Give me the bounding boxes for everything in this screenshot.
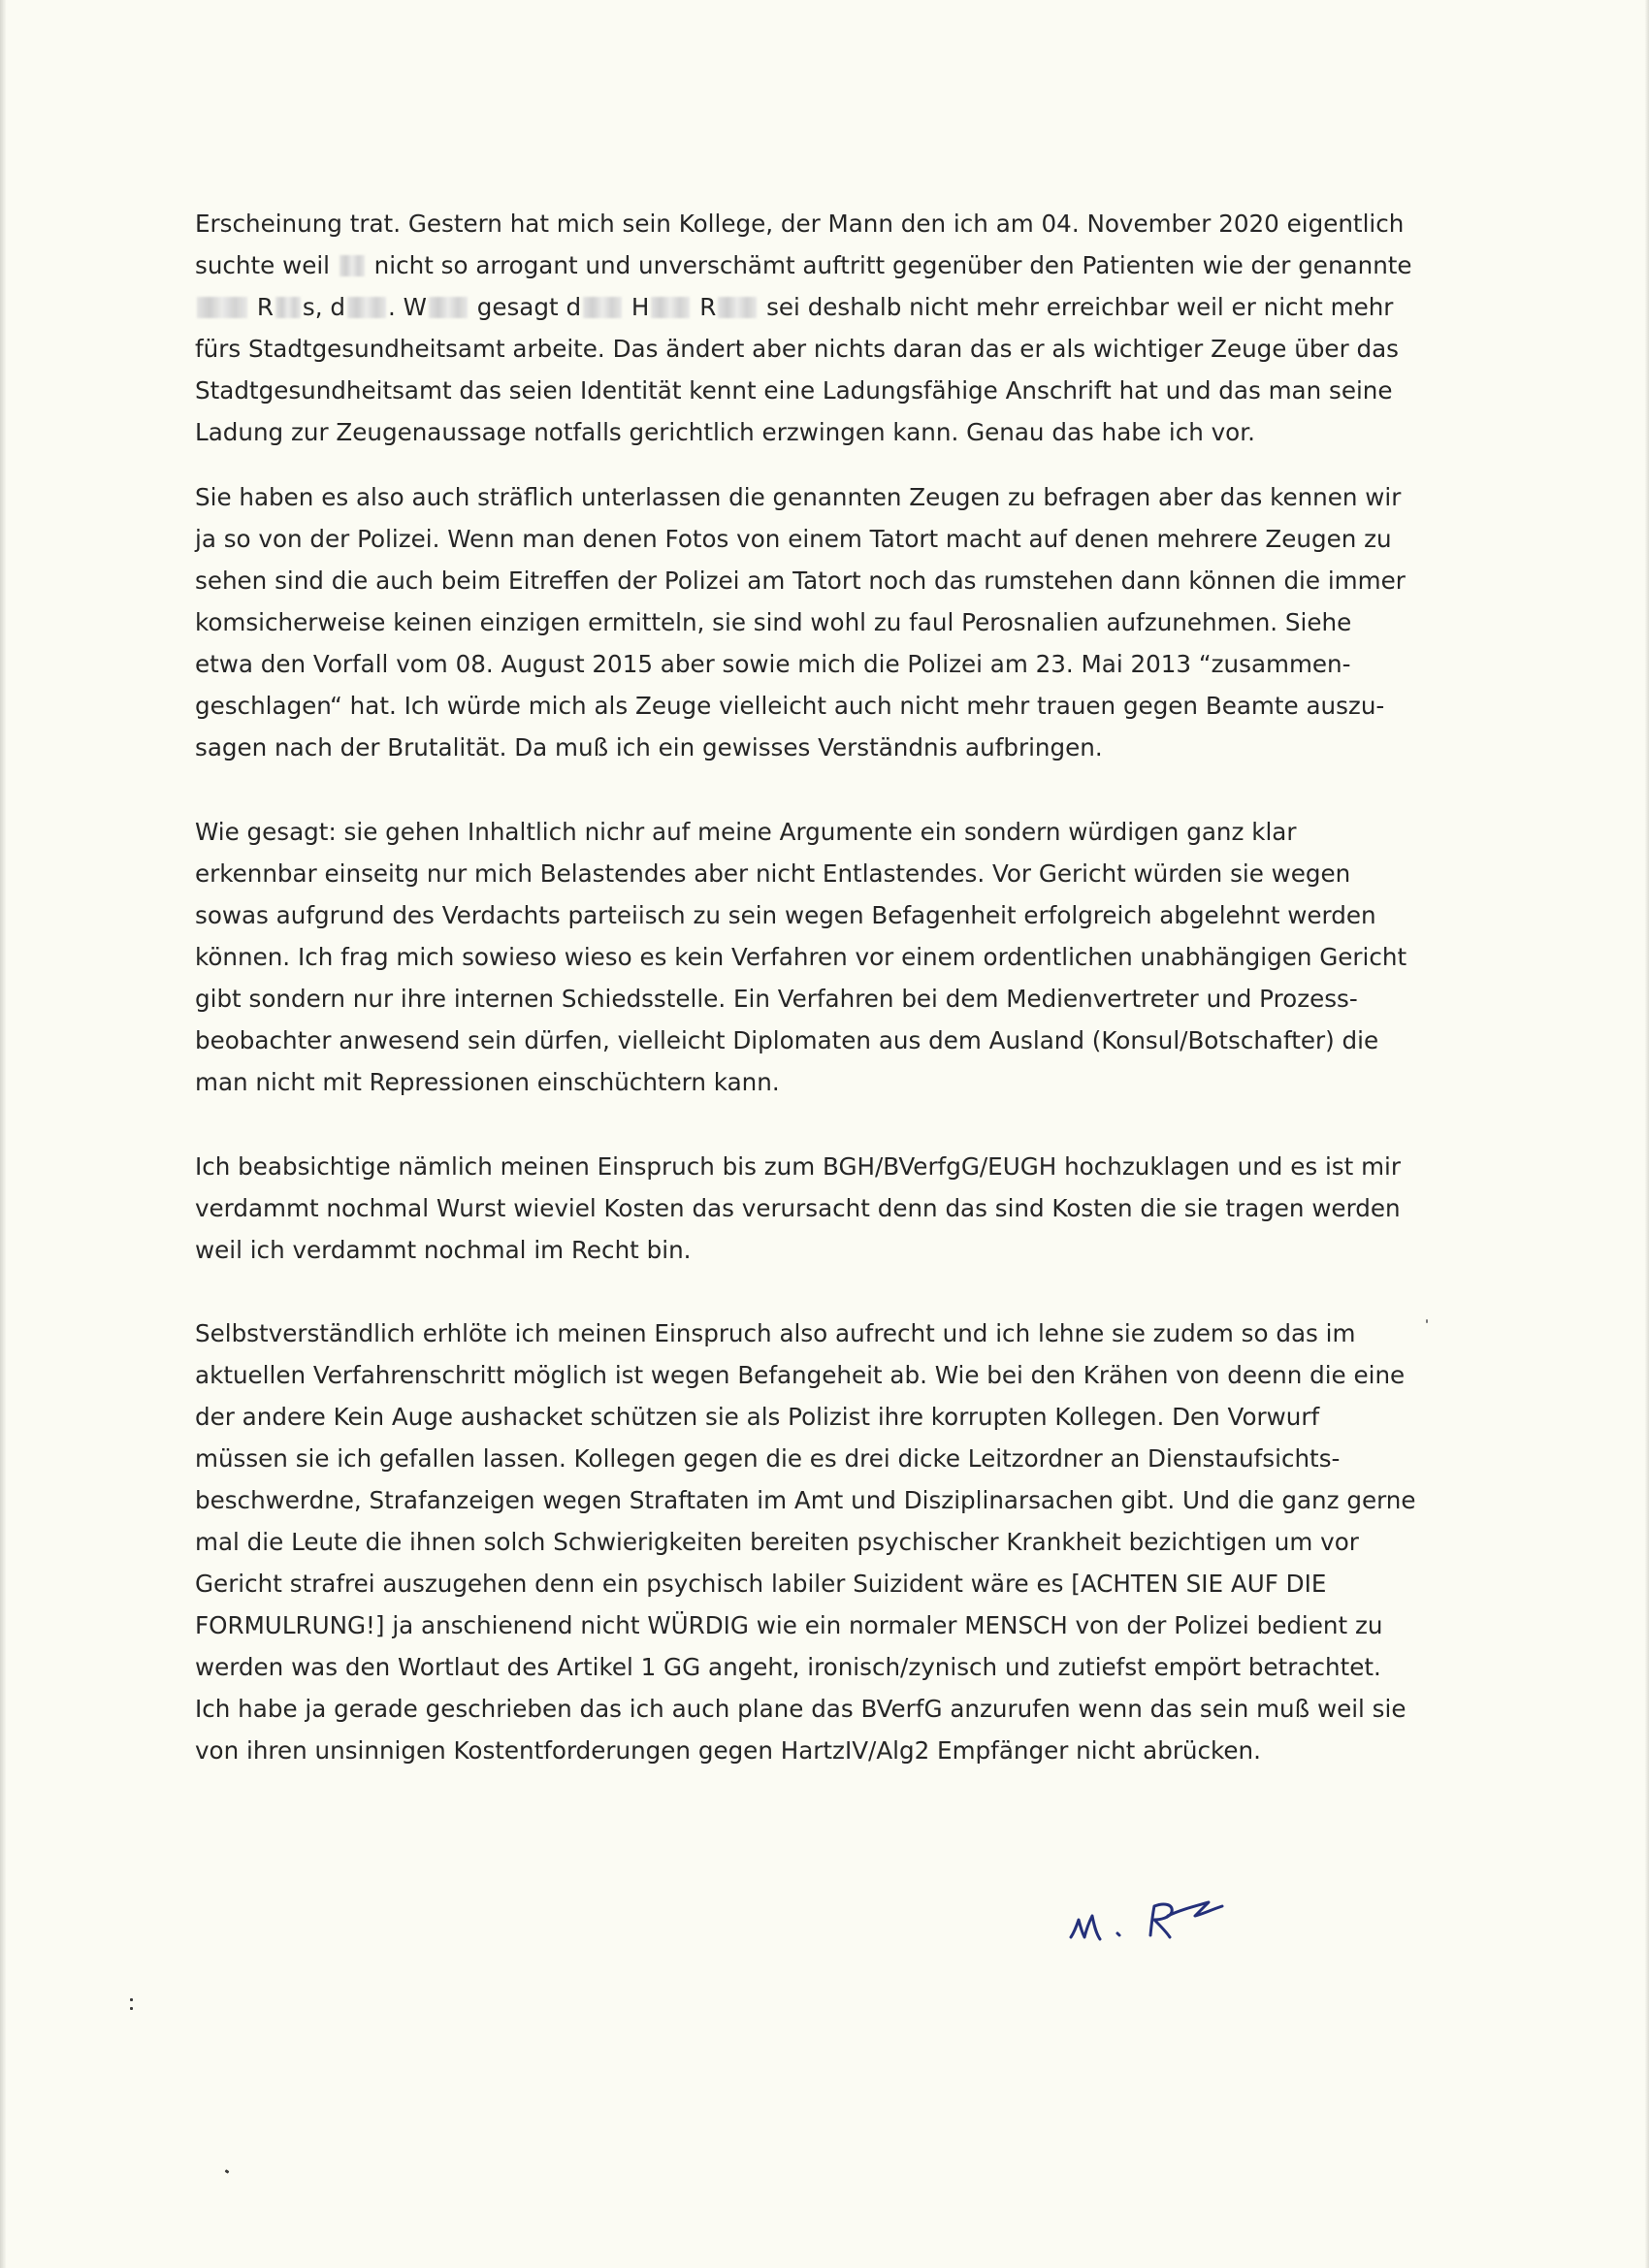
text-line: der andere Kein Auge aushacket schützen sie als Polizist ihre korrupten Kollegen. Den Vorwurf <box>195 1403 1320 1431</box>
scan-speck <box>130 2007 133 2010</box>
text-line: Erscheinung trat. Gestern hat mich sein Kollege, der Mann den ich am 04. November 2020 eigentlich <box>195 210 1405 238</box>
text-line: sagen nach der Brutalität. Da muß ich ein gewisses Verständnis aufbringen. <box>195 733 1103 761</box>
text-line: fürs Stadtgesundheitsamt arbeite. Das ändert aber nichts daran das er als wichtiger Zeuge über das <box>195 335 1399 363</box>
paragraph-4 <box>195 1146 1456 1271</box>
text-line: weil ich verdammt nochmal im Recht bin. <box>195 1236 692 1264</box>
text-line: komsicherweise keinen einzigen ermitteln, sie sind wohl zu faul Perosnalien aufzunehmen. Siehe <box>195 608 1352 636</box>
text-line: von ihren unsinnigen Kostentforderungen gegen HartzIV/Alg2 Empfänger nicht abrücken. <box>195 1736 1261 1765</box>
text-line: sehen sind die auch beim Eitreffen der Polizei am Tatort noch das rumstehen dann können die immer <box>195 567 1406 595</box>
text-line: ja so von der Polizei. Wenn man denen Fotos von einem Tatort macht auf denen mehrere Zeugen zu <box>195 525 1392 553</box>
text-line: erkennbar einseitg nur mich Belastendes aber nicht Entlastendes. Vor Gericht würden sie wegen <box>195 859 1351 888</box>
text-line: etwa den Vorfall vom 08. August 2015 aber sowie mich die Polizei am 23. Mai 2013 “zusammen- <box>195 650 1351 678</box>
scan-speck <box>130 1998 133 2001</box>
redaction-block <box>340 255 365 276</box>
text-line: Stadtgesundheitsamt das seien Identität kennt eine Ladungsfähige Anschrift hat und das man seine <box>195 376 1393 405</box>
text-line: Ich habe ja gerade geschrieben das ich auch plane das BVerfG anzurufen wenn das sein muß weil sie <box>195 1695 1406 1723</box>
text-line: müssen sie ich gefallen lassen. Kollegen gegen die es drei dicke Leitzordner an Dienstaufsichts- <box>195 1444 1341 1473</box>
text-line: Ich beabsichtige nämlich meinen Einspruch bis zum BGH/BVerfgG/EUGH hochzuklagen und es ist mir <box>195 1152 1401 1181</box>
handwritten-signature <box>1057 1877 1271 1964</box>
text-line: beschwerdne, Strafanzeigen wegen Straftaten im Amt und Disziplinarsachen gibt. Und die ganz gerne <box>195 1486 1416 1514</box>
text-line-redacted: R s, d . W gesagt d H R sei deshalb nicht mehr erreichbar weil er nicht mehr <box>195 286 1456 328</box>
text-line: Selbstverständlich erhlöte ich meinen Einspruch also aufrecht und ich lehne sie zudem so das im <box>195 1319 1356 1347</box>
text-line: aktuellen Verfahrenschritt möglich ist wegen Befangeheit ab. Wie bei den Krähen von deenn die eine <box>195 1361 1406 1389</box>
text-line: gibt sondern nur ihre internen Schiedsstelle. Ein Verfahren bei dem Medienvertreter und Prozess- <box>195 985 1358 1013</box>
scan-speck <box>1426 1319 1428 1323</box>
scan-edge-left <box>0 0 6 2268</box>
text-line: Wie gesagt: sie gehen Inhaltlich nichr auf meine Argumente ein sondern würdigen ganz klar <box>195 818 1297 846</box>
redaction-block <box>347 297 386 318</box>
paragraph-2 <box>195 476 1456 768</box>
text-line: beobachter anwesend sein dürfen, vielleicht Diplomaten aus dem Ausland (Konsul/Botschafter) die <box>195 1026 1379 1054</box>
paragraph-1 <box>195 203 1456 453</box>
text-line: Sie haben es also auch sträflich unterlassen die genannten Zeugen zu befragen aber das kennen wir <box>195 483 1402 511</box>
redaction-block <box>429 297 468 318</box>
redaction-block <box>651 297 690 318</box>
text-line: verdammt nochmal Wurst wieviel Kosten das verursacht denn das sind Kosten die sie tragen werden <box>195 1194 1401 1222</box>
scan-speck <box>225 2169 230 2174</box>
text-line: man nicht mit Repressionen einschüchtern kann. <box>195 1068 780 1096</box>
redaction-block <box>583 297 622 318</box>
text-line: mal die Leute die ihnen solch Schwierigkeiten bereiten psychischer Krankheit bezichtigen um vor <box>195 1528 1359 1556</box>
redaction-block <box>197 297 247 318</box>
text-line: sowas aufgrund des Verdachts parteiisch zu sein wegen Befagenheit erfolgreich abgelehnt werden <box>195 901 1376 929</box>
paragraph-3 <box>195 811 1456 1103</box>
redaction-block <box>718 297 757 318</box>
text-line: können. Ich frag mich sowieso wieso es kein Verfahren vor einem ordentlichen unabhängigen Gericht <box>195 943 1407 971</box>
scan-edge-right <box>1645 0 1649 2268</box>
text-line: Ladung zur Zeugenaussage notfalls gerichtlich erzwingen kann. Genau das habe ich vor. <box>195 418 1255 446</box>
paragraph-5 <box>195 1312 1456 1771</box>
text-line-redacted: suchte weil nicht so arrogant und unverschämt auftritt gegenüber den Patienten wie der genannte <box>195 251 1412 279</box>
text-line: werden was den Wortlaut des Artikel 1 GG angeht, ironisch/zynisch und zutiefst empört betrachtet. <box>195 1653 1381 1681</box>
text-line: geschlagen“ hat. Ich würde mich als Zeuge vielleicht auch nicht mehr trauen gegen Beamte auszu- <box>195 692 1385 720</box>
redaction-block <box>275 297 301 318</box>
text-line: FORMULRUNG!] ja anschienend nicht WÜRDIG wie ein normaler MENSCH von der Polizei bedient zu <box>195 1611 1383 1639</box>
text-line: Gericht strafrei auszugehen denn ein psychisch labiler Suizident wäre es [ACHTEN SIE AUF DIE <box>195 1570 1327 1598</box>
